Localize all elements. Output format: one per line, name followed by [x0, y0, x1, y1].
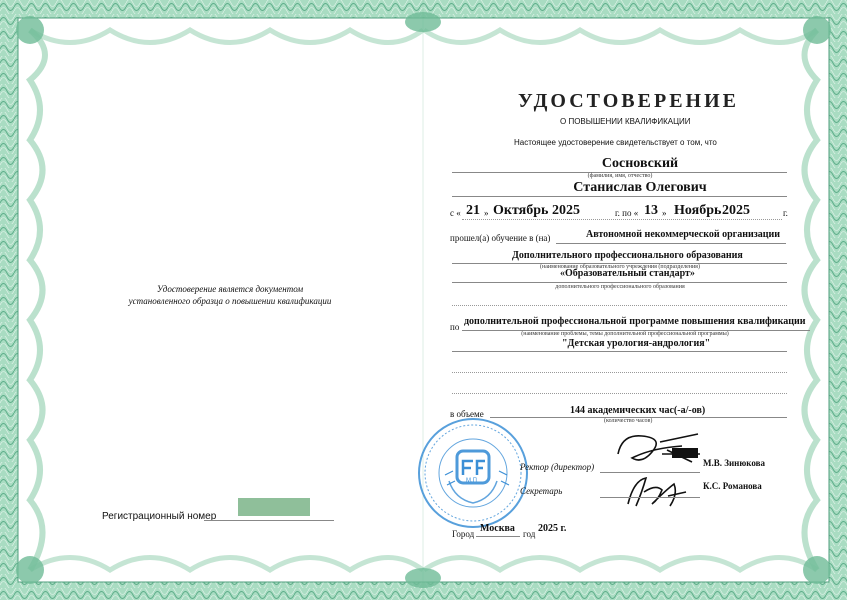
org-line3: «Образовательный стандарт» [560, 268, 695, 279]
registration-line [204, 520, 334, 521]
org-line2: Дополнительного профессионального образования [512, 250, 743, 261]
org-caption: (наименование образовательного учреждения (подразделения) [540, 264, 700, 270]
city-value: Москва [480, 523, 515, 534]
given-names: Станислав Олегович [573, 180, 707, 195]
left-statement-line1: Удостоверение является документом [156, 284, 304, 294]
rector-name: М.В. Зинюкова [703, 458, 765, 468]
org-caption2: дополнительного профессионального образования [555, 284, 685, 290]
program-prefix: по [450, 322, 460, 332]
program-caption: (наименование проблемы, темы дополнительной профессиональной программы) [521, 331, 729, 337]
date-from-quote: » [484, 208, 489, 218]
name-line [452, 196, 787, 197]
secretary-line [600, 497, 700, 498]
date-to-year: 2025 [722, 203, 750, 218]
secretary-signature [622, 470, 692, 512]
seal-stamp [415, 415, 531, 531]
program-line2-rule [452, 351, 787, 352]
year-value: 2025 г. [538, 523, 567, 534]
left-statement-line2: установленного образца о повышении квалификации [128, 296, 332, 306]
registration-label: Регистрационный номер [102, 511, 217, 522]
date-from-prefix: с « [450, 208, 461, 218]
rector-label: Ректор (директор) [520, 462, 595, 472]
date-from-month: Октябрь [493, 203, 549, 218]
surname: Сосновский [601, 156, 679, 171]
stamp-label: М.П [466, 478, 477, 484]
fio-caption: (фамилия, имя, отчество) [587, 173, 653, 179]
year-label: год [523, 529, 536, 539]
program-line1: дополнительной профессиональной программе повышения квалификации [464, 316, 806, 327]
org-line3-rule [452, 282, 787, 283]
training-label: прошел(а) обучение в (на) [450, 233, 551, 243]
date-to-day: 13 [644, 203, 658, 218]
document-subtitle: О ПОВЫШЕНИИ КВАЛИФИКАЦИИ [560, 117, 691, 126]
date-from-day: 21 [466, 203, 480, 218]
date-to-quote: » [662, 208, 667, 218]
secretary-label: Секретарь [520, 486, 563, 496]
program-line2: "Детская урология-андрология" [562, 338, 711, 349]
blank-line-2 [452, 372, 787, 373]
date-to-suffix: г. [783, 208, 788, 218]
hours-caption: (количество часов) [604, 418, 653, 424]
date-from-suffix: г. по « [615, 208, 639, 218]
blank-line-3 [452, 393, 787, 394]
date-to-month: Ноябрь [674, 203, 722, 218]
org-line1: Автономной некоммерческой организации [586, 229, 781, 240]
blank-line-1 [452, 305, 787, 306]
dates-line [462, 219, 782, 220]
date-from-year: 2025 [552, 203, 580, 218]
org-line1-rule [556, 243, 786, 244]
city-label: Город [452, 529, 475, 539]
hours-value: 144 академических час(-а/-ов) [570, 405, 706, 416]
city-line [476, 536, 520, 537]
volume-label: в объеме [450, 409, 484, 419]
document-title: УДОСТОВЕРЕНИЕ [518, 90, 739, 112]
intro-text: Настоящее удостоверение свидетельствует о том, что [514, 138, 717, 147]
rector-signature [612, 424, 702, 470]
secretary-name: К.С. Романова [703, 481, 762, 491]
registration-number-redacted [238, 498, 310, 516]
